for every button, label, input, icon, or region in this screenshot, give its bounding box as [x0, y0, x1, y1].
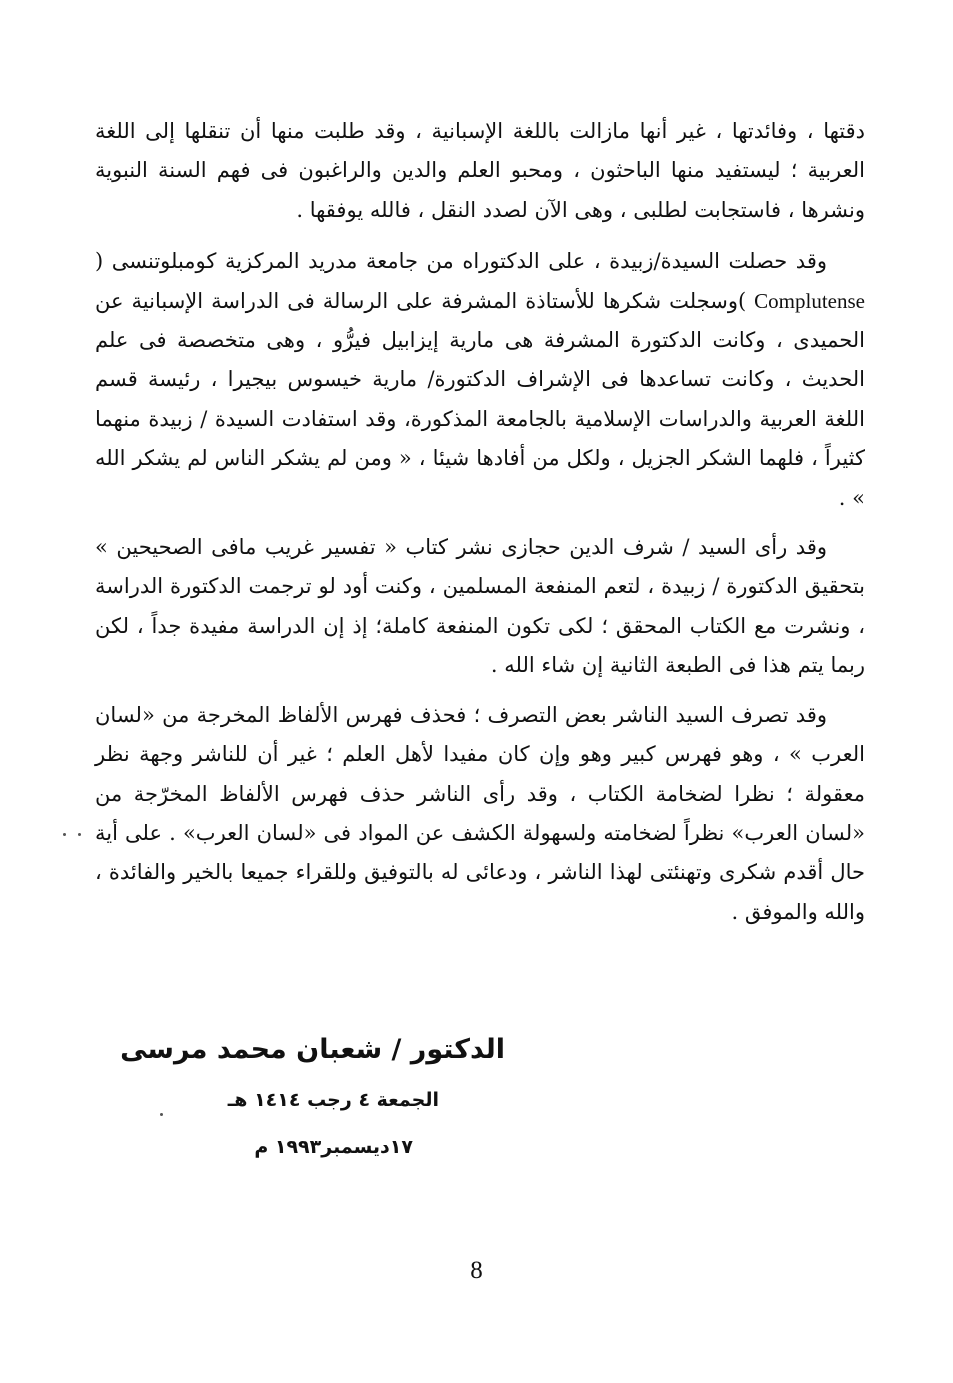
paragraph-2 [95, 242, 865, 518]
paragraph-4: وقد تصرف السيد الناشر بعض التصرف ؛ فحذف فهرس الألفاظ المخرجة من «لسان العرب » ، وهو فهرس كبير وهو وإن كان مفيدا لأهل العلم ؛ غير أن للناشر وجهة نظر معقولة ؛ نظرا لضخامة الكتاب ، وقد رأى الناشر حذف فهرس الألفاظ المخرّجة من «لسان العرب» نظراً لضخامته ولسهولة الكشف عن المواد فى «لسان العرب» . على أية حال أقدم شكرى وتهنئتى لهذا الناشر ، ودعائى له بالتوفيق وللقراء جميعا بالخير والفائدة ، والله والموفق . [95, 702, 865, 924]
signature-date-gregorian: ١٧ديسمبر١٩٩٣ م [254, 1136, 413, 1158]
signature-name: الدكتور / شعبان محمد مرسى [120, 1034, 505, 1065]
paragraph-2-part-2: )وسجلت شكرها للأستاذة المشرفة على الرسالة فى الدراسة الإسبانية عن الحميدى ، وكانت الدكتورة المشرفة هى مارية إيزابيل فيرُّو ، وهى متخصصة فى علم الحديث ، وكانت تساعدها فى الإشراف الدكتورة/ مارية خيسوس بيجيرا ، رئيسة قسم اللغة العربية والدراسات الإسلامية بالجامعة المذكورة، وقد استفادت السيدة / زبيدة منهما كثيراً ، فلهما الشكر الجزيل ، ولكل من أفادها شيئا ، « ومن لم يشكر الناس لم يشكر الله » . [95, 288, 865, 510]
scan-speck [63, 833, 66, 836]
page-number: 8 [470, 1257, 483, 1284]
body-text [95, 112, 865, 942]
latin-term: Complutense [754, 288, 865, 313]
paragraph-2-part-1: وقد حصلت السيدة/زبيدة ، على الدكتوراه من جامعة مدريد المركزية كومبلوتنسى ( [95, 249, 827, 274]
scan-speck [160, 1113, 163, 1116]
paragraph-3: وقد رأى السيد / شرف الدين حجازى نشر كتاب « تفسير غريب مافى الصحيحين » بتحقيق الدكتورة / زبيدة ، لتعم المنفعة المسلمين ، وكنت أود لو ترجمت الدكتورة الدراسة ، ونشرت مع الكتاب المحقق ؛ لكى تكون المنفعة كاملة؛ إذ إن الدراسة مفيدة جداً ، لكن ربما يتم هذا فى الطبعة الثانية إن شاء الله . [95, 535, 865, 678]
signature-date-hijri: الجمعة ٤ رجب ١٤١٤ هـ [227, 1089, 439, 1111]
scan-speck [78, 833, 81, 836]
paragraph-1: دقتها ، وفائدتها ، غير أنها مازالت باللغة الإسبانية ، وقد طلبت منها أن تنقلها إلى اللغة العربية ؛ ليستفيد منها الباحثون ، ومحبو العلم والدين والراغبون فى فهم السنة النبوية ونشرها ، فاستجابت لطلبى ، وهى الآن لصدد النقل ، فالله يوفقها . [95, 119, 865, 222]
